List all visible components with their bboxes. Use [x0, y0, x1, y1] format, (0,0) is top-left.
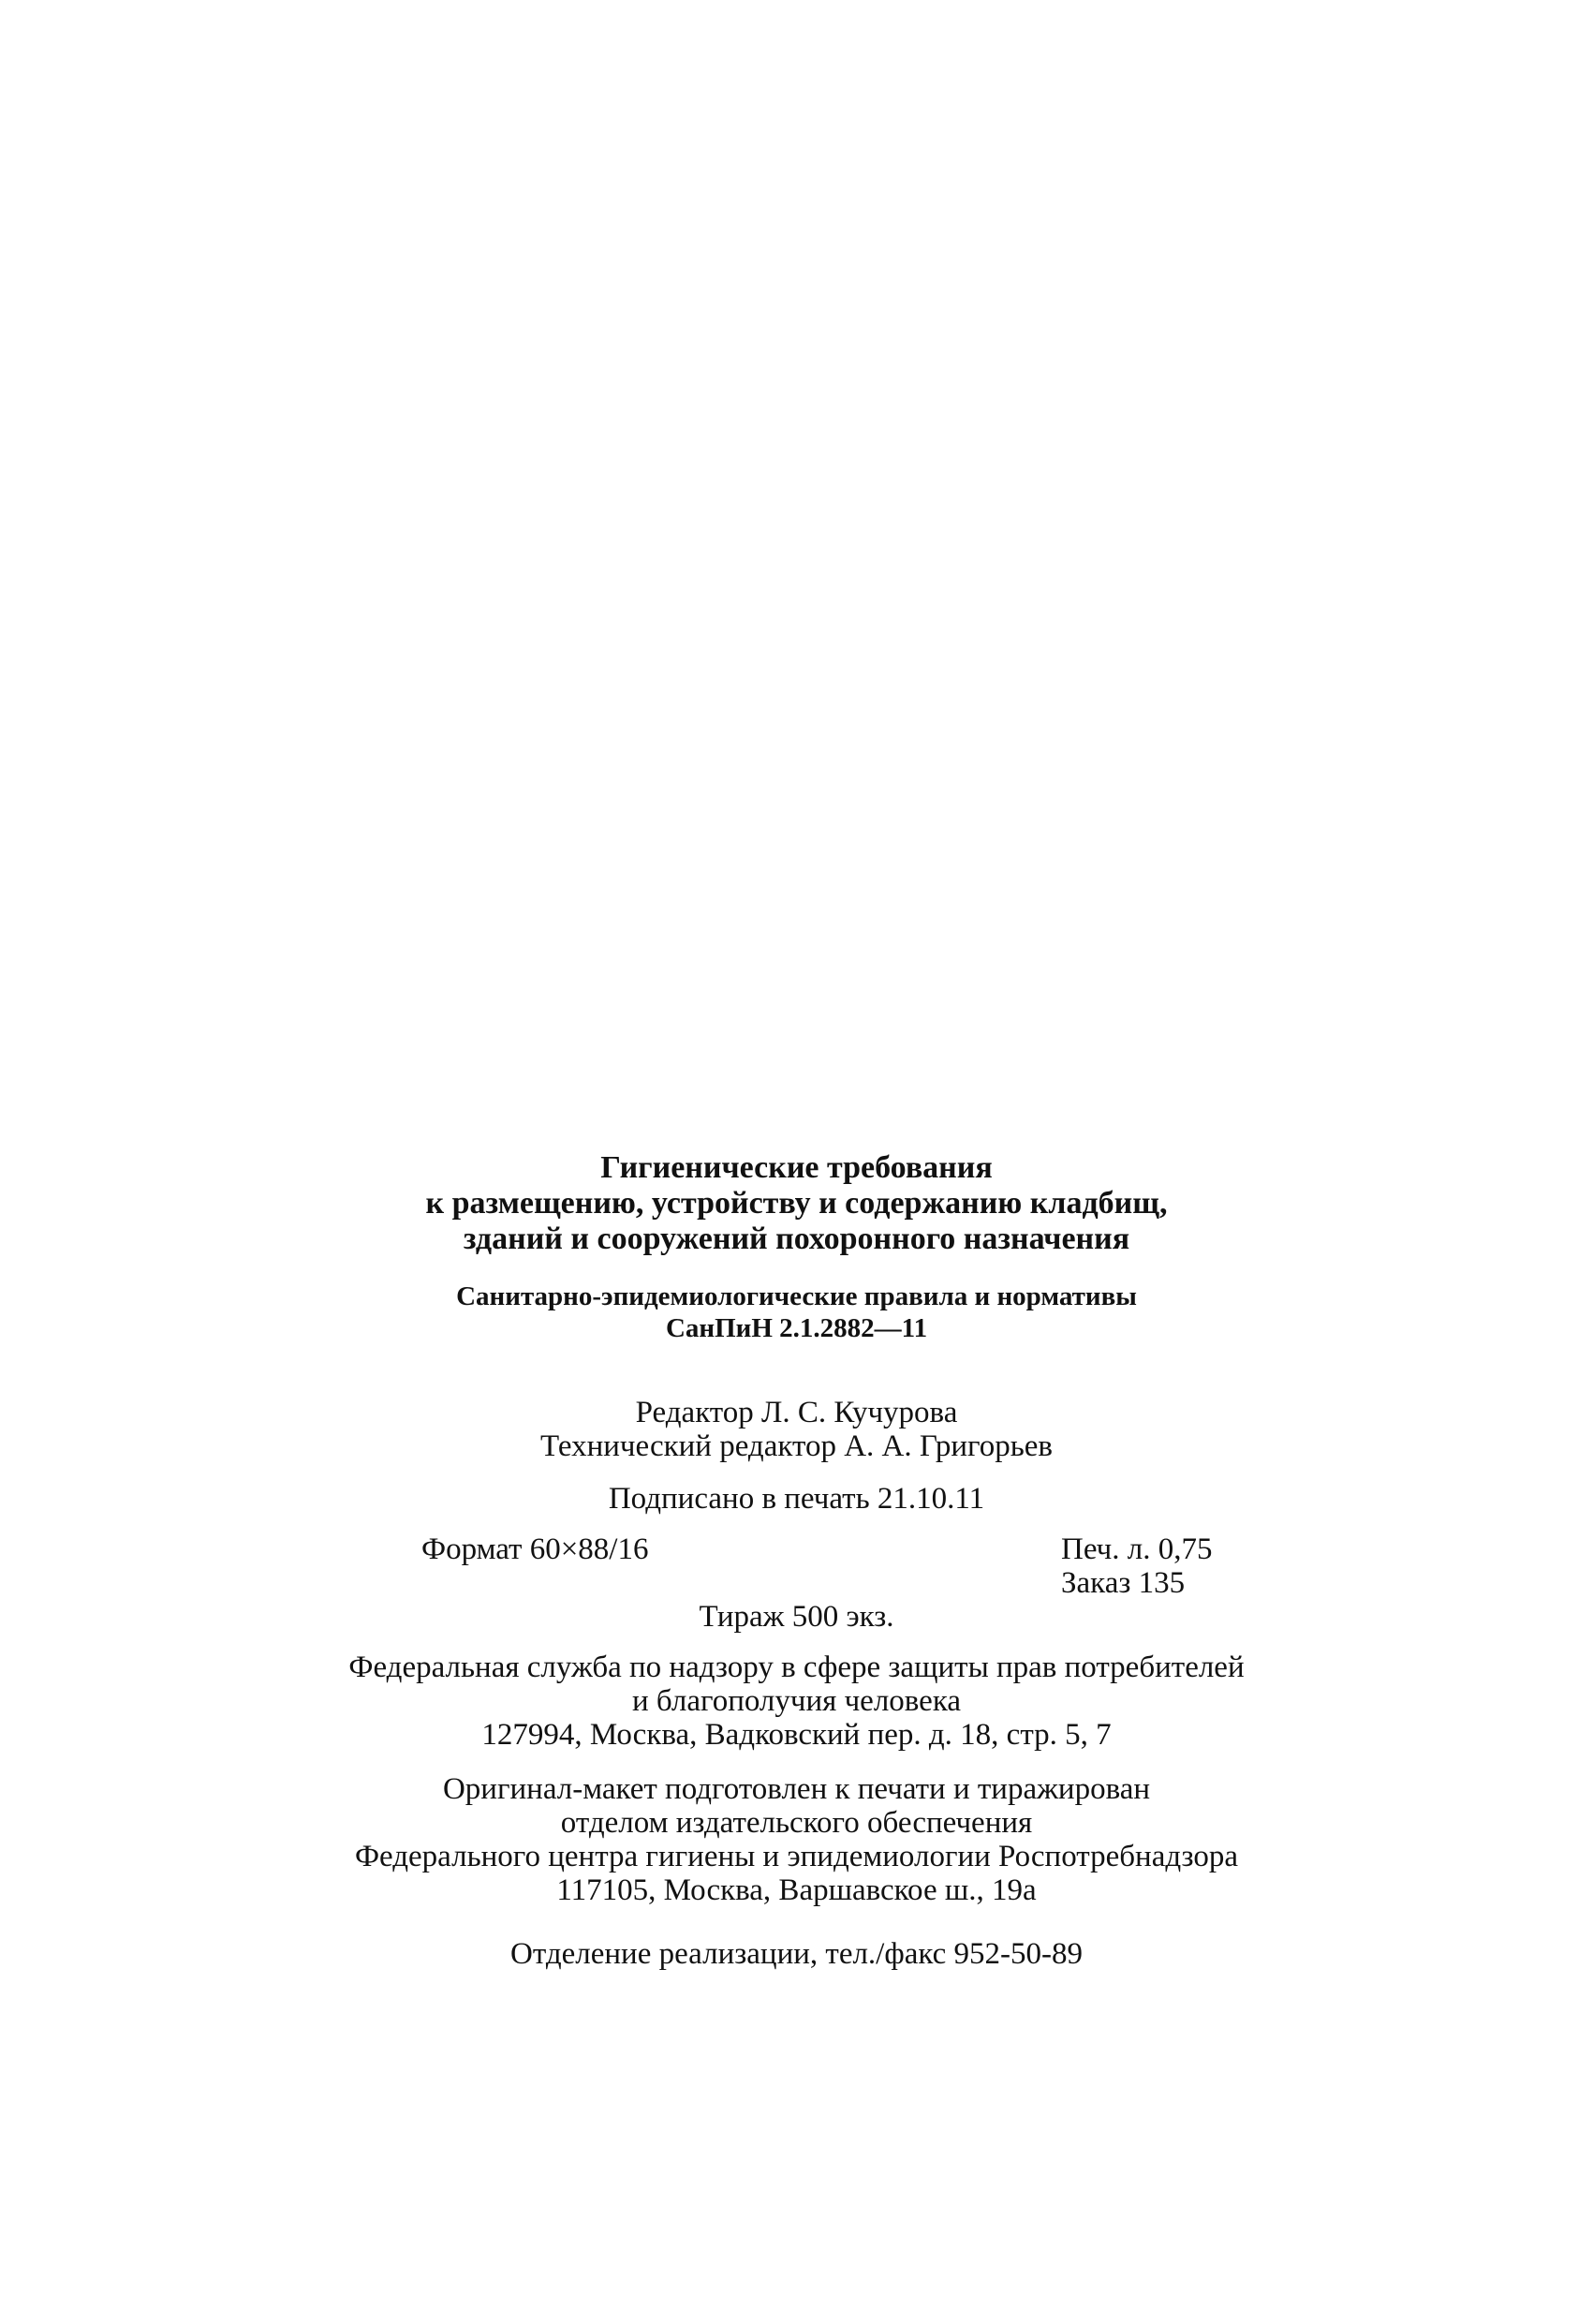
print-sheets: Печ. л. 0,75 [1061, 1532, 1213, 1566]
publisher-line-2: и благополучия человека [631, 1684, 961, 1718]
printer-line-2: отделом издательского обеспечения [560, 1806, 1033, 1840]
signed-for-print: Подписано в печать 21.10.11 [608, 1482, 985, 1516]
document-code: СанПиН 2.1.2882—11 [665, 1313, 928, 1343]
printer-line-1: Оригинал-макет подготовлен к печати и тиражирован [442, 1772, 1151, 1806]
print-format: Формат 60×88/16 [421, 1532, 649, 1566]
document-title-line-2: к размещению, устройству и содержанию кладбищ, [425, 1186, 1168, 1221]
publisher-address: 127994, Москва, Вадковский пер. д. 18, стр. 5, 7 [481, 1718, 1112, 1752]
tech-editor-credit: Технический редактор А. А. Григорьев [539, 1429, 1054, 1463]
editor-credit: Редактор Л. С. Кучурова [635, 1396, 958, 1429]
printer-address: 117105, Москва, Варшавское ш., 19а [556, 1873, 1037, 1907]
printer-line-3: Федерального центра гигиены и эпидемиологии Роспотребнадзора [354, 1840, 1239, 1873]
circulation: Тираж 500 экз. [699, 1600, 894, 1634]
sales-contact: Отделение реализации, тел./факс 952-50-89 [510, 1937, 1083, 1971]
order-number: Заказ 135 [1061, 1566, 1186, 1600]
document-title-line-1: Гигиенические требования [600, 1150, 993, 1185]
document-subtitle-line-1: Санитарно-эпидемиологические правила и нормативы [456, 1281, 1137, 1311]
publisher-line-1: Федеральная служба по надзору в сфере защиты прав потребителей [348, 1650, 1245, 1684]
document-title-line-3: зданий и сооружений похоронного назначения [463, 1221, 1130, 1256]
